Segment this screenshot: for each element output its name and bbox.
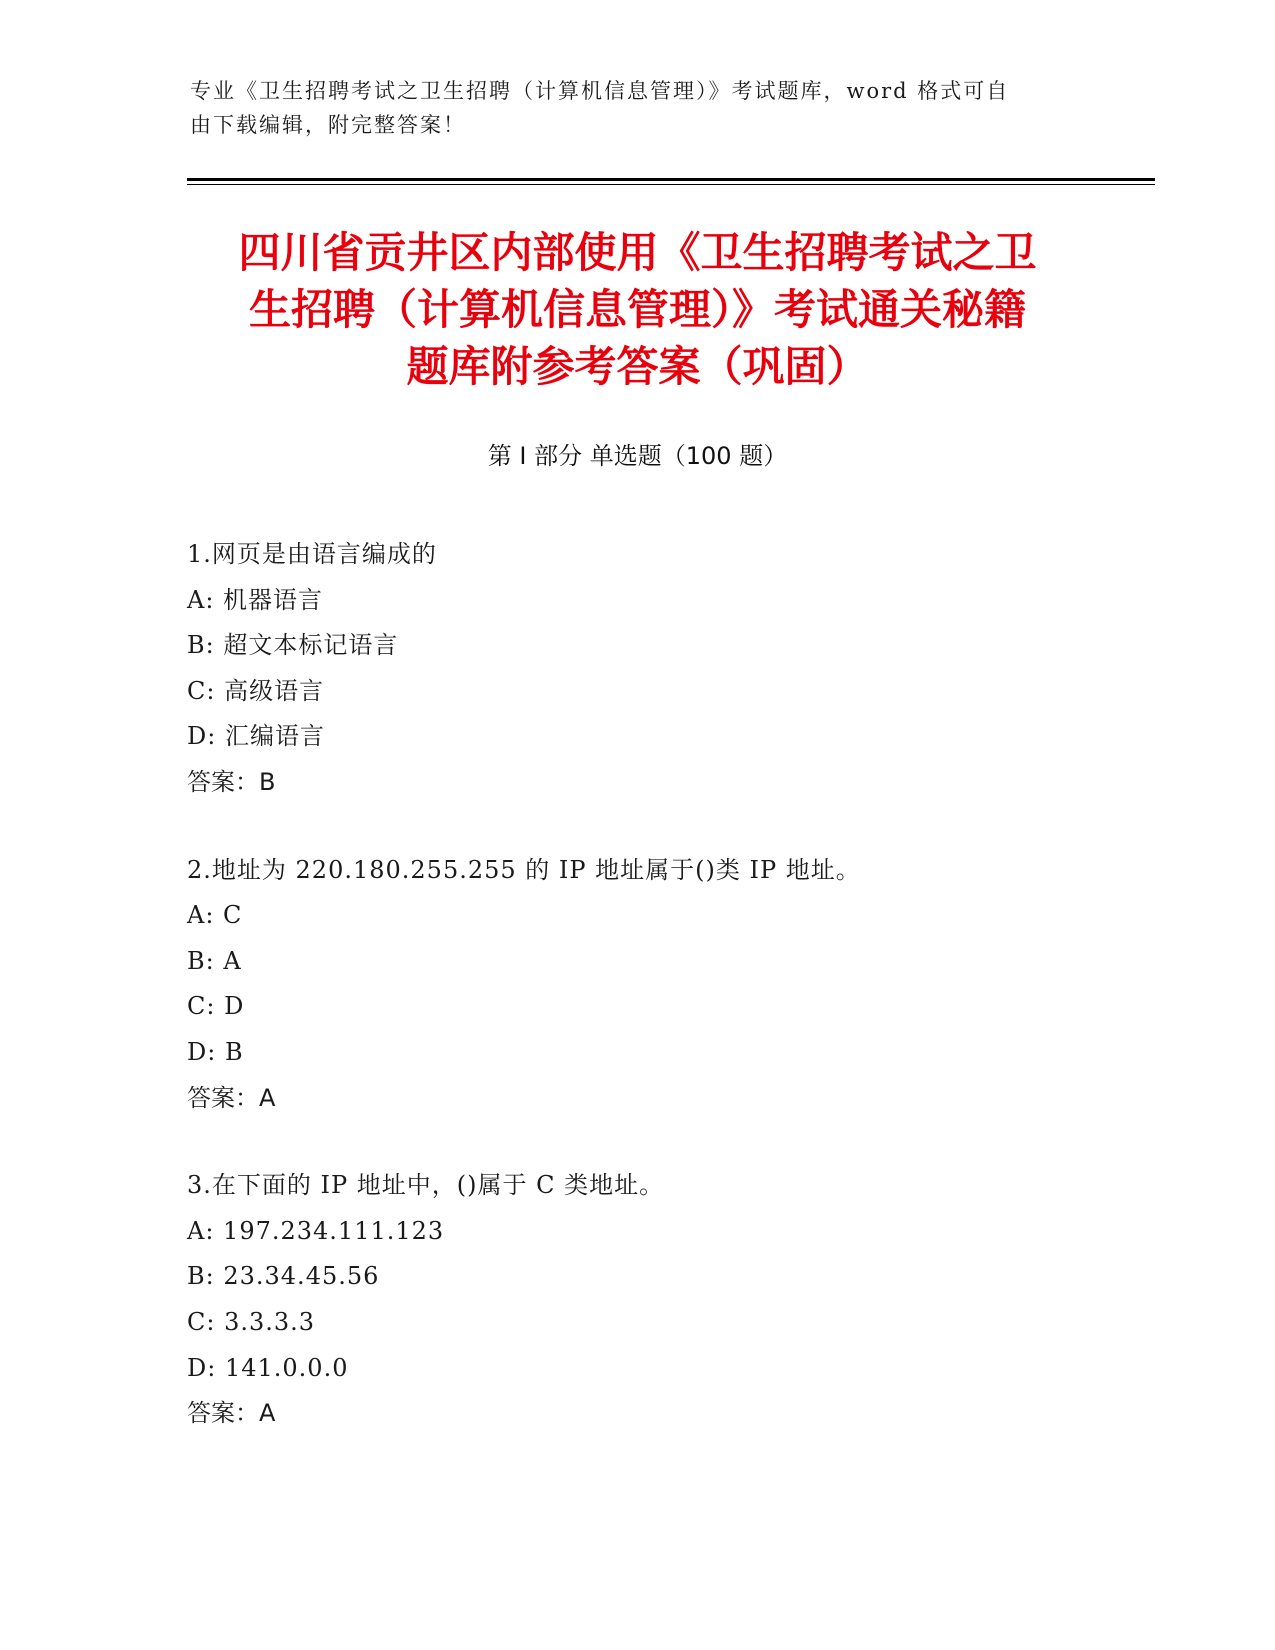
option-a: A: 197.234.111.123 (187, 1216, 445, 1245)
title-line-1: 四川省贡井区内部使用《卫生招聘考试之卫 (238, 228, 1037, 277)
question-stem: 3.在下面的 IP 地址中，()属于 C 类地址。 (187, 1171, 665, 1200)
question-2 (187, 848, 1137, 1122)
title-line-2: 生招聘（计算机信息管理）》考试通关秘籍 (248, 285, 1026, 334)
header-note-line-2: 由下载编辑，附完整答案！ (190, 113, 466, 137)
title-line-3: 题库附参考答案（巩固） (406, 342, 869, 391)
option-b: B: 超文本标记语言 (187, 631, 399, 660)
question-1 (187, 532, 1137, 806)
question-list (187, 532, 1137, 1479)
option-b: B: A (187, 946, 242, 975)
header-note (190, 74, 1090, 142)
option-d: D: B (187, 1037, 244, 1066)
option-c: C: 高级语言 (187, 676, 325, 705)
option-a: A: C (187, 901, 243, 930)
option-c: C: D (187, 992, 245, 1021)
option-d: D: 汇编语言 (187, 722, 325, 751)
question-3 (187, 1163, 1137, 1437)
answer: 答案：A (187, 1083, 276, 1112)
answer: 答案：B (187, 767, 276, 796)
answer: 答案：A (187, 1399, 276, 1428)
option-d: D: 141.0.0.0 (187, 1353, 349, 1382)
option-b: B: 23.34.45.56 (187, 1262, 380, 1291)
header-note-line-1: 专业《卫生招聘考试之卫生招聘（计算机信息管理）》考试题库，word 格式可自 (190, 79, 1010, 103)
question-stem: 1.网页是由语言编成的 (187, 540, 437, 568)
question-stem: 2.地址为 220.180.255.255 的 IP 地址属于()类 IP 地址。 (187, 855, 861, 884)
option-c: C: 3.3.3.3 (187, 1307, 316, 1336)
document-title (180, 224, 1095, 395)
section-heading: 第 I 部分 单选题（100 题） (487, 442, 788, 470)
option-a: A: 机器语言 (187, 585, 324, 614)
header-divider-thick (187, 178, 1155, 181)
header-divider-thin (187, 184, 1155, 185)
